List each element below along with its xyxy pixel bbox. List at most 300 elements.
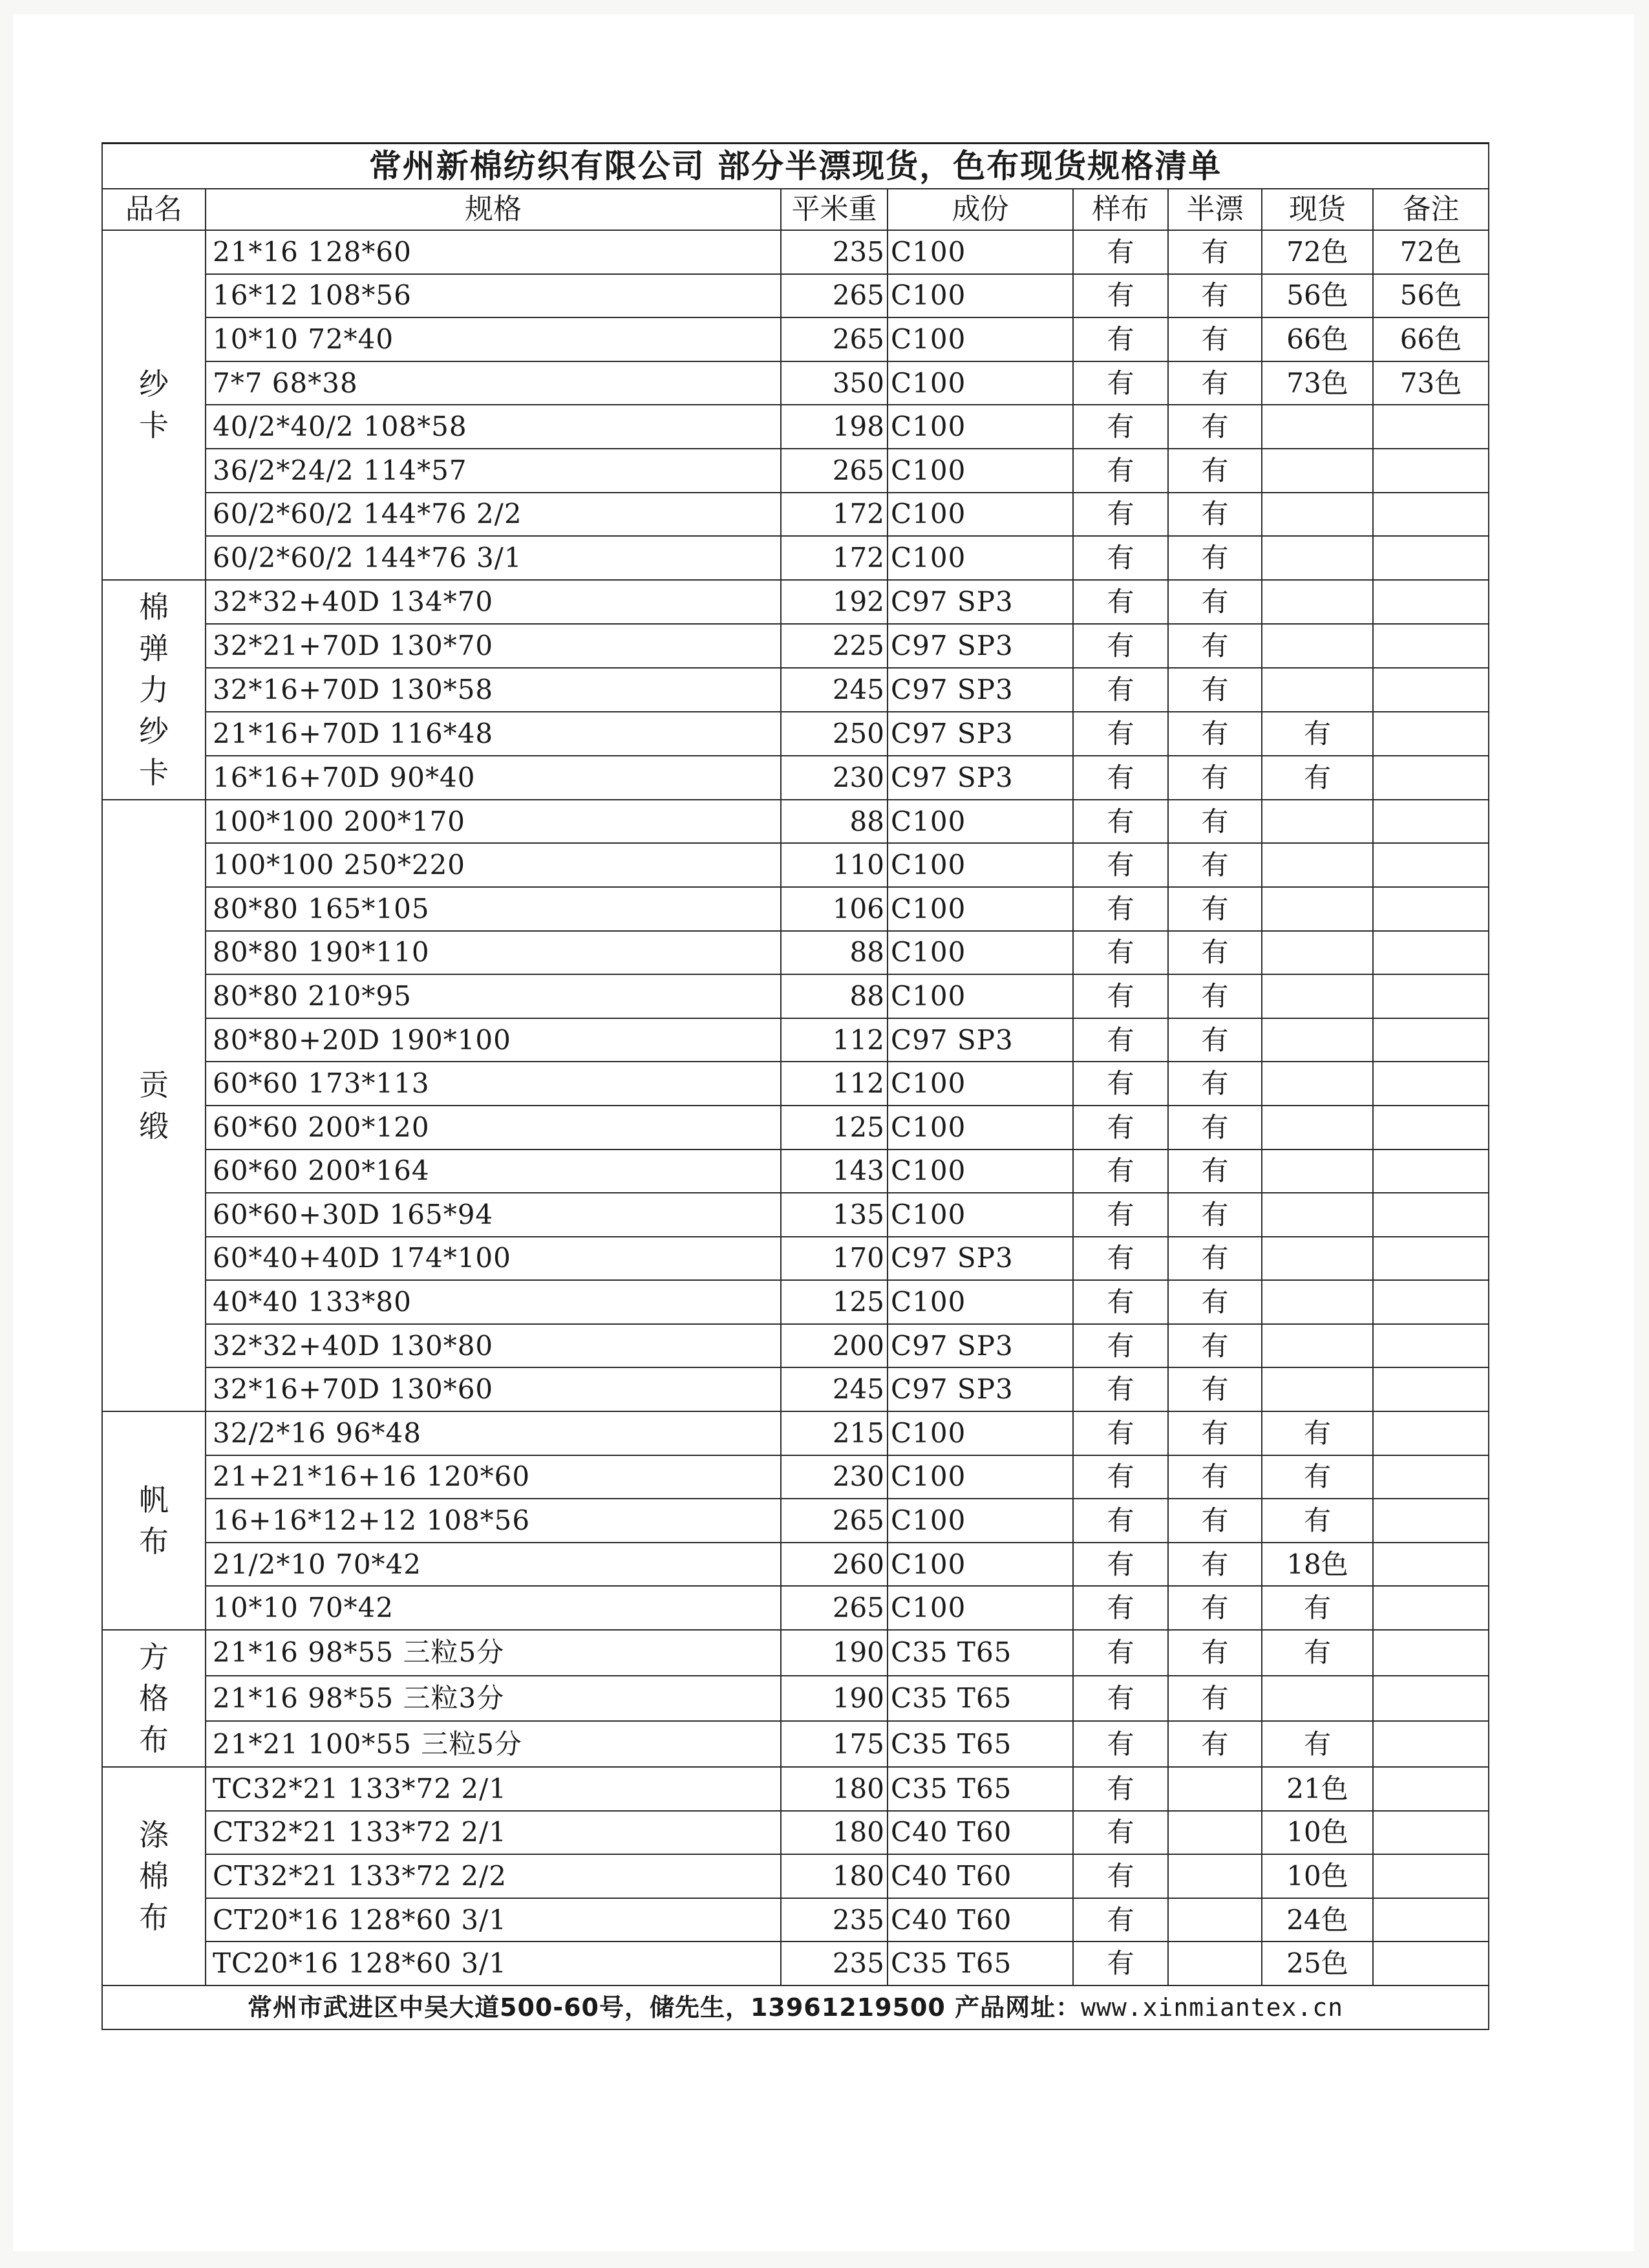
semi-bleached-cell: 有 — [1168, 1106, 1262, 1150]
composition-cell: C97 SP3 — [888, 1018, 1073, 1062]
composition-cell: C97 SP3 — [888, 1367, 1073, 1411]
semi-bleached-cell: 有 — [1168, 1676, 1262, 1722]
composition-cell: C35 T65 — [888, 1630, 1073, 1676]
sample-cell: 有 — [1073, 1811, 1168, 1855]
spec-cell: 21*16 98*55 三粒3分 — [206, 1676, 781, 1722]
stock-cell: 有 — [1262, 712, 1373, 756]
composition-cell: C100 — [888, 974, 1073, 1018]
table-row — [102, 1411, 1489, 1455]
sample-cell: 有 — [1073, 1499, 1168, 1543]
table-row — [102, 1898, 1489, 1942]
remark-cell — [1373, 1193, 1489, 1237]
stock-cell — [1262, 1367, 1373, 1411]
category-char: 卡 — [139, 408, 169, 444]
category-char: 贡 — [139, 1067, 169, 1102]
composition-cell: C40 T60 — [888, 1811, 1073, 1855]
remark-cell — [1373, 449, 1489, 493]
stock-cell: 24色 — [1262, 1898, 1373, 1942]
stock-cell — [1262, 931, 1373, 975]
remark-cell: 66色 — [1373, 317, 1489, 361]
table-row — [102, 843, 1489, 887]
spec-cell: 21/2*10 70*42 — [206, 1543, 781, 1587]
table-row — [102, 1811, 1489, 1855]
table-row — [102, 1193, 1489, 1237]
spec-cell: 32*32+40D 130*80 — [206, 1324, 781, 1368]
category-char: 纱 — [139, 713, 169, 749]
composition-cell: C97 SP3 — [888, 756, 1073, 800]
table-row — [102, 580, 1489, 624]
sample-cell: 有 — [1073, 1676, 1168, 1722]
spec-cell: TC32*21 133*72 2/1 — [206, 1767, 781, 1811]
sample-cell: 有 — [1073, 1721, 1168, 1767]
remark-cell — [1373, 756, 1489, 800]
composition-cell: C100 — [888, 361, 1073, 405]
sample-cell: 有 — [1073, 1898, 1168, 1942]
stock-cell — [1262, 1062, 1373, 1106]
sample-cell: 有 — [1073, 1586, 1168, 1630]
remark-cell — [1373, 1018, 1489, 1062]
semi-bleached-cell: 有 — [1168, 317, 1262, 361]
semi-bleached-cell: 有 — [1168, 361, 1262, 405]
sample-cell: 有 — [1073, 1543, 1168, 1587]
spec-cell: 40/2*40/2 108*58 — [206, 405, 781, 449]
semi-bleached-cell — [1168, 1854, 1262, 1898]
remark-cell — [1373, 536, 1489, 580]
header-semi-bleached: 半漂 — [1168, 189, 1262, 230]
sample-cell: 有 — [1073, 887, 1168, 931]
stock-cell: 有 — [1262, 1586, 1373, 1630]
spec-cell: 10*10 70*42 — [206, 1586, 781, 1630]
weight-cell: 172 — [781, 493, 888, 537]
semi-bleached-cell — [1168, 1898, 1262, 1942]
weight-cell: 230 — [781, 1455, 888, 1499]
weight-cell: 265 — [781, 449, 888, 493]
remark-cell — [1373, 1767, 1489, 1811]
sample-cell: 有 — [1073, 931, 1168, 975]
sample-cell: 有 — [1073, 493, 1168, 537]
composition-cell: C97 SP3 — [888, 1324, 1073, 1368]
stock-cell — [1262, 974, 1373, 1018]
spec-cell: 60*60 173*113 — [206, 1062, 781, 1106]
remark-cell — [1373, 887, 1489, 931]
stock-cell — [1262, 1150, 1373, 1193]
stock-cell — [1262, 580, 1373, 624]
spec-cell: 21+21*16+16 120*60 — [206, 1455, 781, 1499]
category-char: 方 — [139, 1640, 169, 1675]
weight-cell: 112 — [781, 1062, 888, 1106]
stock-cell — [1262, 1106, 1373, 1150]
weight-cell: 235 — [781, 1942, 888, 1985]
stock-cell: 有 — [1262, 1411, 1373, 1455]
semi-bleached-cell: 有 — [1168, 1411, 1262, 1455]
spec-cell: 32*32+40D 134*70 — [206, 580, 781, 624]
spec-cell: 21*16 98*55 三粒5分 — [206, 1630, 781, 1676]
sample-cell: 有 — [1073, 974, 1168, 1018]
spec-cell: 60/2*60/2 144*76 3/1 — [206, 536, 781, 580]
category-char: 涤 — [139, 1817, 169, 1853]
remark-cell: 73色 — [1373, 361, 1489, 405]
composition-cell: C100 — [888, 1062, 1073, 1106]
category-char: 布 — [139, 1524, 169, 1559]
stock-cell: 有 — [1262, 1499, 1373, 1543]
table-row — [102, 1062, 1489, 1106]
stock-cell: 10色 — [1262, 1854, 1373, 1898]
spec-cell: 21*21 100*55 三粒5分 — [206, 1721, 781, 1767]
header-composition: 成份 — [888, 189, 1073, 230]
category-cell — [102, 1411, 206, 1630]
category-cell — [102, 230, 206, 580]
remark-cell — [1373, 1630, 1489, 1676]
sample-cell: 有 — [1073, 624, 1168, 668]
semi-bleached-cell: 有 — [1168, 1630, 1262, 1676]
weight-cell: 190 — [781, 1676, 888, 1722]
stock-cell: 有 — [1262, 1630, 1373, 1676]
category-cell — [102, 580, 206, 800]
composition-cell: C100 — [888, 317, 1073, 361]
table-row — [102, 1237, 1489, 1281]
remark-cell — [1373, 1942, 1489, 1985]
remark-cell — [1373, 1811, 1489, 1855]
stock-cell — [1262, 887, 1373, 931]
footer-row — [102, 1985, 1489, 2029]
table-row — [102, 1721, 1489, 1767]
stock-spec-table — [101, 142, 1489, 2030]
header-stock: 现货 — [1262, 189, 1373, 230]
spec-cell: TC20*16 128*60 3/1 — [206, 1942, 781, 1985]
weight-cell: 88 — [781, 931, 888, 975]
table-row — [102, 800, 1489, 844]
composition-cell: C100 — [888, 1193, 1073, 1237]
table-row — [102, 274, 1489, 318]
table-row — [102, 1150, 1489, 1193]
stock-cell — [1262, 1324, 1373, 1368]
sample-cell: 有 — [1073, 1280, 1168, 1324]
title-row — [102, 144, 1489, 189]
semi-bleached-cell: 有 — [1168, 712, 1262, 756]
composition-cell: C100 — [888, 230, 1073, 274]
composition-cell: C35 T65 — [888, 1721, 1073, 1767]
semi-bleached-cell: 有 — [1168, 1586, 1262, 1630]
stock-cell — [1262, 1018, 1373, 1062]
weight-cell: 265 — [781, 1499, 888, 1543]
document-title: 常州新棉纺织有限公司 部分半漂现货，色布现货规格清单 — [102, 144, 1489, 189]
table-row — [102, 449, 1489, 493]
remark-cell — [1373, 712, 1489, 756]
remark-cell — [1373, 1898, 1489, 1942]
stock-cell — [1262, 405, 1373, 449]
spec-cell: 21*16+70D 116*48 — [206, 712, 781, 756]
remark-cell — [1373, 668, 1489, 712]
sample-cell: 有 — [1073, 1237, 1168, 1281]
weight-cell: 175 — [781, 1721, 888, 1767]
stock-cell: 18色 — [1262, 1543, 1373, 1587]
remark-cell — [1373, 1367, 1489, 1411]
remark-cell — [1373, 974, 1489, 1018]
table-row — [102, 1630, 1489, 1676]
table-row — [102, 1455, 1489, 1499]
semi-bleached-cell: 有 — [1168, 1499, 1262, 1543]
semi-bleached-cell: 有 — [1168, 887, 1262, 931]
spec-cell: 80*80 210*95 — [206, 974, 781, 1018]
weight-cell: 245 — [781, 668, 888, 712]
spec-cell: 40*40 133*80 — [206, 1280, 781, 1324]
category-cell — [102, 800, 206, 1411]
category-char: 卡 — [139, 754, 169, 790]
sample-cell: 有 — [1073, 668, 1168, 712]
remark-cell: 56色 — [1373, 274, 1489, 318]
category-char: 帆 — [139, 1482, 169, 1518]
category-cell — [102, 1767, 206, 1985]
sample-cell: 有 — [1073, 1411, 1168, 1455]
weight-cell: 143 — [781, 1150, 888, 1193]
table-row — [102, 1942, 1489, 1985]
spec-cell: 60*40+40D 174*100 — [206, 1237, 781, 1281]
stock-cell — [1262, 493, 1373, 537]
semi-bleached-cell: 有 — [1168, 580, 1262, 624]
composition-cell: C100 — [888, 1543, 1073, 1587]
table-row — [102, 1324, 1489, 1368]
table-row — [102, 1280, 1489, 1324]
weight-cell: 198 — [781, 405, 888, 449]
footer-url: www.xinmiantex.cn — [1081, 1993, 1344, 2022]
remark-cell — [1373, 580, 1489, 624]
remark-cell — [1373, 843, 1489, 887]
composition-cell: C35 T65 — [888, 1676, 1073, 1722]
remark-cell: 72色 — [1373, 230, 1489, 274]
remark-cell — [1373, 405, 1489, 449]
category-char: 布 — [139, 1900, 169, 1936]
composition-cell: C100 — [888, 449, 1073, 493]
header-weight: 平米重 — [781, 189, 888, 230]
weight-cell: 265 — [781, 274, 888, 318]
composition-cell: C100 — [888, 493, 1073, 537]
remark-cell — [1373, 1455, 1489, 1499]
remark-cell — [1373, 1676, 1489, 1722]
header-remark: 备注 — [1373, 189, 1489, 230]
remark-cell — [1373, 624, 1489, 668]
spec-cell: 60/2*60/2 144*76 2/2 — [206, 493, 781, 537]
category-char: 格 — [139, 1681, 169, 1717]
remark-cell — [1373, 800, 1489, 844]
category-char: 布 — [139, 1722, 169, 1758]
composition-cell: C40 T60 — [888, 1854, 1073, 1898]
semi-bleached-cell: 有 — [1168, 1018, 1262, 1062]
sample-cell: 有 — [1073, 1367, 1168, 1411]
contact-footer — [102, 1985, 1489, 2029]
weight-cell: 265 — [781, 317, 888, 361]
table-row — [102, 493, 1489, 537]
semi-bleached-cell: 有 — [1168, 1324, 1262, 1368]
table-row — [102, 756, 1489, 800]
spec-cell: 60*60+30D 165*94 — [206, 1193, 781, 1237]
spec-cell: 36/2*24/2 114*57 — [206, 449, 781, 493]
spec-cell: 60*60 200*164 — [206, 1150, 781, 1193]
semi-bleached-cell: 有 — [1168, 756, 1262, 800]
composition-cell: C97 SP3 — [888, 1237, 1073, 1281]
table-row — [102, 1543, 1489, 1587]
table-row — [102, 712, 1489, 756]
weight-cell: 125 — [781, 1280, 888, 1324]
category-cell — [102, 1630, 206, 1767]
table-row — [102, 974, 1489, 1018]
sample-cell: 有 — [1073, 274, 1168, 318]
table-row — [102, 931, 1489, 975]
table-row — [102, 1018, 1489, 1062]
sample-cell: 有 — [1073, 1150, 1168, 1193]
category-char: 纱 — [139, 367, 169, 402]
header-spec: 规格 — [206, 189, 781, 230]
table-row — [102, 1106, 1489, 1150]
composition-cell: C100 — [888, 1106, 1073, 1150]
semi-bleached-cell: 有 — [1168, 624, 1262, 668]
table-row — [102, 1767, 1489, 1811]
spec-cell: 100*100 200*170 — [206, 800, 781, 844]
composition-cell: C35 T65 — [888, 1942, 1073, 1985]
spec-cell: 80*80 190*110 — [206, 931, 781, 975]
semi-bleached-cell: 有 — [1168, 405, 1262, 449]
remark-cell — [1373, 1543, 1489, 1587]
weight-cell: 250 — [781, 712, 888, 756]
remark-cell — [1373, 1499, 1489, 1543]
remark-cell — [1373, 1062, 1489, 1106]
composition-cell: C97 SP3 — [888, 668, 1073, 712]
header-row — [102, 189, 1489, 230]
semi-bleached-cell: 有 — [1168, 1237, 1262, 1281]
spec-cell: 100*100 250*220 — [206, 843, 781, 887]
stock-cell: 56色 — [1262, 274, 1373, 318]
table-row — [102, 361, 1489, 405]
stock-cell — [1262, 449, 1373, 493]
sample-cell: 有 — [1073, 405, 1168, 449]
composition-cell: C100 — [888, 843, 1073, 887]
spec-cell: 32*16+70D 130*60 — [206, 1367, 781, 1411]
semi-bleached-cell: 有 — [1168, 931, 1262, 975]
weight-cell: 265 — [781, 1586, 888, 1630]
category-char: 棉 — [139, 589, 169, 625]
semi-bleached-cell — [1168, 1942, 1262, 1985]
semi-bleached-cell: 有 — [1168, 1150, 1262, 1193]
header-sample: 样布 — [1073, 189, 1168, 230]
sample-cell: 有 — [1073, 843, 1168, 887]
stock-cell — [1262, 843, 1373, 887]
table-row — [102, 668, 1489, 712]
table-row — [102, 624, 1489, 668]
weight-cell: 88 — [781, 800, 888, 844]
sample-cell: 有 — [1073, 1106, 1168, 1150]
table-row — [102, 1367, 1489, 1411]
sample-cell: 有 — [1073, 1630, 1168, 1676]
semi-bleached-cell: 有 — [1168, 230, 1262, 274]
sample-cell: 有 — [1073, 580, 1168, 624]
sample-cell: 有 — [1073, 1767, 1168, 1811]
weight-cell: 225 — [781, 624, 888, 668]
weight-cell: 170 — [781, 1237, 888, 1281]
weight-cell: 106 — [781, 887, 888, 931]
spec-cell: 80*80+20D 190*100 — [206, 1018, 781, 1062]
sample-cell: 有 — [1073, 230, 1168, 274]
footer-address: 常州市武进区中吴大道500-60号，储先生，13961219500 产品网址： — [248, 1993, 1081, 2022]
sample-cell: 有 — [1073, 536, 1168, 580]
composition-cell: C100 — [888, 931, 1073, 975]
semi-bleached-cell: 有 — [1168, 536, 1262, 580]
category-char: 力 — [139, 672, 169, 707]
sample-cell: 有 — [1073, 800, 1168, 844]
composition-cell: C100 — [888, 274, 1073, 318]
stock-cell — [1262, 1193, 1373, 1237]
weight-cell: 180 — [781, 1811, 888, 1855]
stock-cell — [1262, 624, 1373, 668]
sample-cell: 有 — [1073, 1455, 1168, 1499]
semi-bleached-cell — [1168, 1811, 1262, 1855]
composition-cell: C100 — [888, 1586, 1073, 1630]
stock-cell — [1262, 668, 1373, 712]
stock-cell: 72色 — [1262, 230, 1373, 274]
semi-bleached-cell: 有 — [1168, 1062, 1262, 1106]
weight-cell: 125 — [781, 1106, 888, 1150]
spec-cell: CT32*21 133*72 2/2 — [206, 1854, 781, 1898]
composition-cell: C100 — [888, 1150, 1073, 1193]
remark-cell — [1373, 1586, 1489, 1630]
stock-cell — [1262, 1237, 1373, 1281]
category-char: 棉 — [139, 1859, 169, 1894]
stock-cell: 有 — [1262, 756, 1373, 800]
composition-cell: C100 — [888, 800, 1073, 844]
composition-cell: C100 — [888, 1280, 1073, 1324]
weight-cell: 180 — [781, 1854, 888, 1898]
remark-cell — [1373, 1150, 1489, 1193]
sample-cell: 有 — [1073, 1062, 1168, 1106]
semi-bleached-cell: 有 — [1168, 1280, 1262, 1324]
sample-cell: 有 — [1073, 712, 1168, 756]
semi-bleached-cell: 有 — [1168, 1455, 1262, 1499]
spec-cell: 16*16+70D 90*40 — [206, 756, 781, 800]
weight-cell: 260 — [781, 1543, 888, 1587]
sample-cell: 有 — [1073, 1854, 1168, 1898]
weight-cell: 235 — [781, 230, 888, 274]
stock-cell — [1262, 1280, 1373, 1324]
sample-cell: 有 — [1073, 1942, 1168, 1985]
spec-cell: 80*80 165*105 — [206, 887, 781, 931]
composition-cell: C40 T60 — [888, 1898, 1073, 1942]
weight-cell: 350 — [781, 361, 888, 405]
remark-cell — [1373, 493, 1489, 537]
stock-cell: 有 — [1262, 1455, 1373, 1499]
remark-cell — [1373, 1106, 1489, 1150]
composition-cell: C97 SP3 — [888, 580, 1073, 624]
semi-bleached-cell: 有 — [1168, 843, 1262, 887]
remark-cell — [1373, 931, 1489, 975]
table-row — [102, 1499, 1489, 1543]
stock-cell: 25色 — [1262, 1942, 1373, 1985]
weight-cell: 110 — [781, 843, 888, 887]
spec-cell: 7*7 68*38 — [206, 361, 781, 405]
sample-cell: 有 — [1073, 1193, 1168, 1237]
table-row — [102, 1586, 1489, 1630]
stock-cell: 有 — [1262, 1721, 1373, 1767]
sample-cell: 有 — [1073, 756, 1168, 800]
weight-cell: 135 — [781, 1193, 888, 1237]
composition-cell: C97 SP3 — [888, 624, 1073, 668]
composition-cell: C100 — [888, 1411, 1073, 1455]
table-row — [102, 1676, 1489, 1722]
sample-cell: 有 — [1073, 361, 1168, 405]
stock-cell — [1262, 1676, 1373, 1722]
sample-cell: 有 — [1073, 1018, 1168, 1062]
semi-bleached-cell: 有 — [1168, 1193, 1262, 1237]
weight-cell: 112 — [781, 1018, 888, 1062]
weight-cell: 230 — [781, 756, 888, 800]
semi-bleached-cell: 有 — [1168, 974, 1262, 1018]
